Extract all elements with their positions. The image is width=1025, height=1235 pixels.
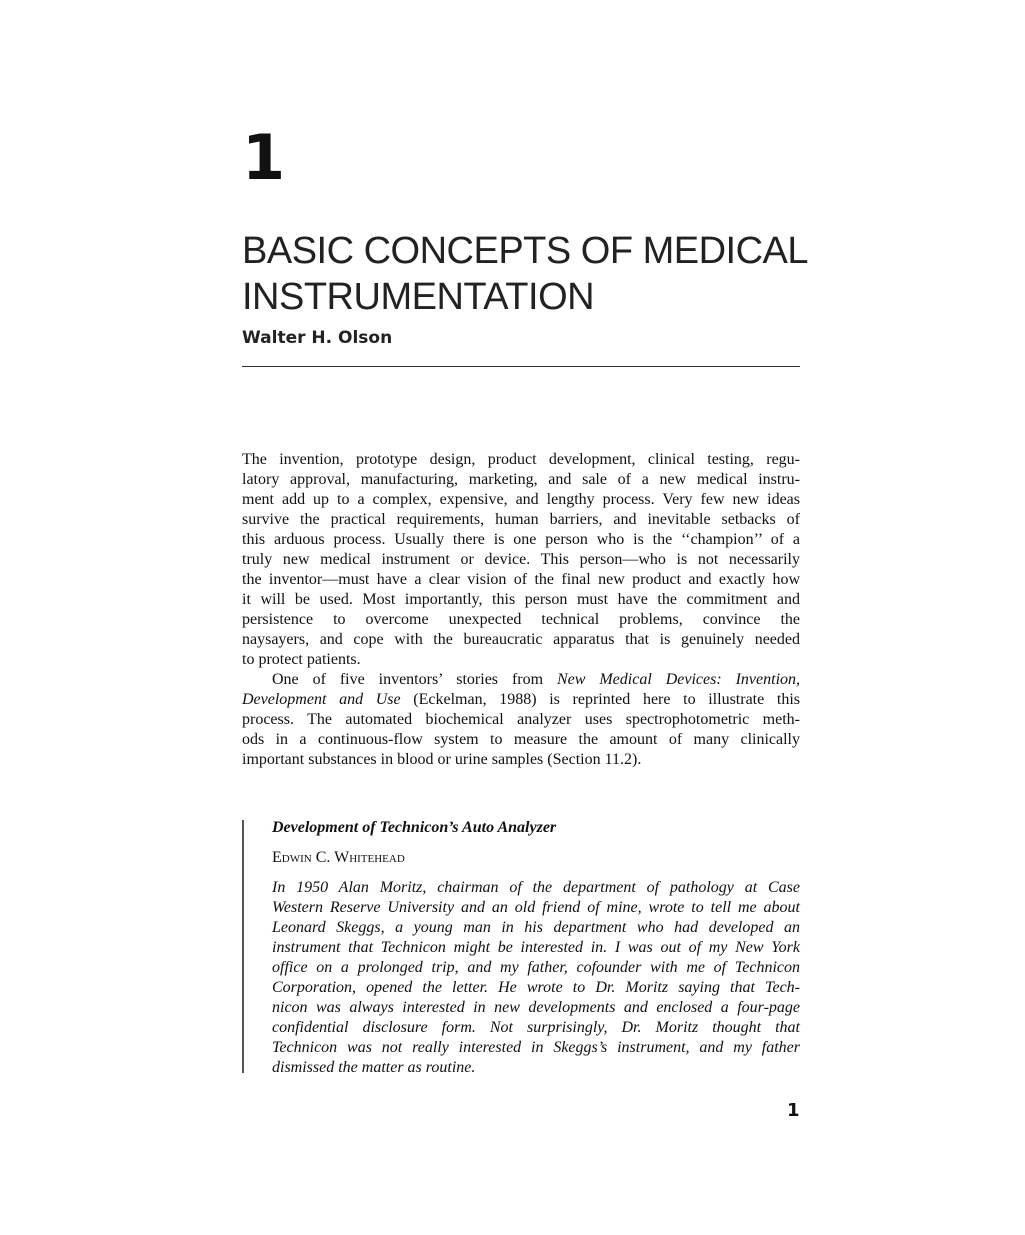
text-line: latory approval, manufacturing, marketing, and sale of a new medical instru-	[242, 471, 800, 488]
text-line: office on a prolonged trip, and my father, cofounder with me of Technicon	[272, 959, 800, 976]
text-line: The invention, prototype design, product development, clinical testing, regu-	[242, 451, 800, 468]
excerpt-bar	[242, 820, 244, 1073]
text-line: instrument that Technicon might be interested in. I was out of my New York	[272, 939, 800, 956]
text-line: Technicon was not really interested in Skeggs’s instrument, and my father	[272, 1039, 800, 1056]
text-line: to protect patients.	[242, 651, 361, 668]
text-span: (Eckelman, 1988) is reprinted here to illustrate this	[400, 691, 800, 708]
chapter-title-line: BASIC CONCEPTS OF MEDICAL	[242, 230, 809, 272]
text-line: it will be used. Most importantly, this person must have the commitment and	[242, 591, 800, 608]
book-title: Development and Use	[242, 691, 401, 708]
text-line: important substances in blood or urine samples (Section 11.2).	[242, 751, 642, 768]
body-text	[242, 450, 800, 770]
text-line: In 1950 Alan Moritz, chairman of the department of pathology at Case	[272, 879, 800, 896]
text-line: Leonard Skeggs, a young man in his department who had developed an	[272, 919, 800, 936]
excerpt-heading: Development of Technicon’s Auto Analyzer	[272, 819, 557, 836]
text-line: Corporation, opened the letter. He wrote to Dr. Moritz saying that Tech-	[272, 979, 800, 996]
text-line: this arduous process. Usually there is one person who is the ‘‘champion’’ of a	[242, 531, 800, 548]
text-line: ment add up to a complex, expensive, and lengthy process. Very few new ideas	[242, 491, 800, 508]
text-line: the inventor—must have a clear vision of the final new product and exactly how	[242, 571, 800, 588]
text-line: survive the practical requirements, human barriers, and inevitable setbacks of	[242, 511, 800, 528]
text-line: ods in a continuous-flow system to measure the amount of many clinically	[242, 731, 800, 748]
book-title: New Medical Devices: Invention,	[556, 671, 801, 688]
text-line: Western Reserve University and an old friend of mine, wrote to tell me about	[272, 899, 800, 916]
text-line: dismissed the matter as routine.	[272, 1059, 476, 1076]
text-span: One of five inventors’ stories from	[272, 671, 557, 688]
text-line: nicon was always interested in new developments and enclosed a four-page	[272, 999, 800, 1016]
text-line: truly new medical instrument or device. This person—who is not necessarily	[242, 551, 800, 568]
text-line: naysayers, and cope with the bureaucratic apparatus that is genuinely needed	[242, 631, 800, 648]
chapter-title	[242, 228, 842, 320]
page-number: 1	[787, 1100, 800, 1121]
chapter-number: 1	[242, 121, 286, 194]
excerpt	[272, 818, 800, 1078]
text-line	[242, 670, 800, 690]
text-line	[242, 690, 800, 710]
paragraph	[242, 670, 800, 770]
text-line: process. The automated biochemical analyzer uses spectrophotometric meth-	[242, 711, 800, 728]
excerpt-author: Edwin C. Whitehead	[272, 849, 405, 866]
text-line: confidential disclosure form. Not surprisingly, Dr. Moritz thought that	[272, 1019, 800, 1036]
divider	[242, 366, 800, 367]
chapter-title-line: INSTRUMENTATION	[242, 276, 595, 318]
chapter-author: Walter H. Olson	[242, 328, 393, 348]
text-line: persistence to overcome unexpected technical problems, convince the	[242, 611, 800, 628]
paragraph	[242, 450, 800, 670]
